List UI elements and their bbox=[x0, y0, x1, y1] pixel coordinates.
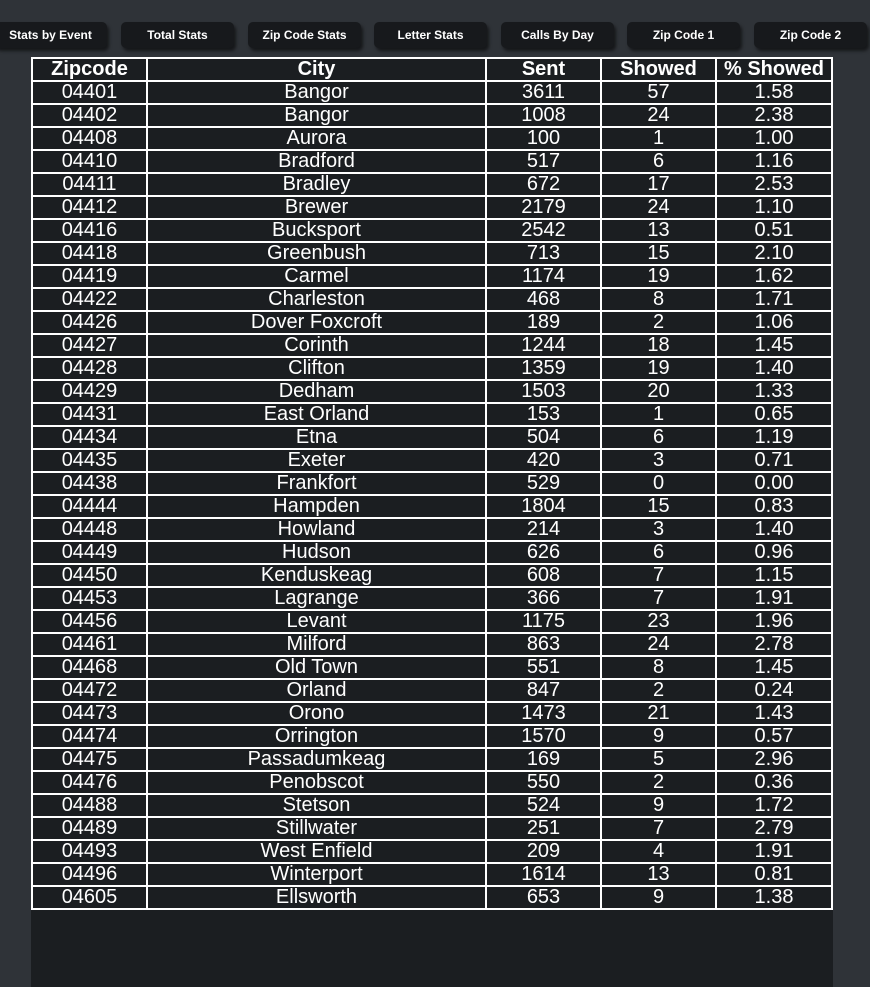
city-cell: Lagrange bbox=[147, 587, 486, 610]
percent-showed-cell: 2.53 bbox=[716, 173, 832, 196]
city-cell: Passadumkeag bbox=[147, 748, 486, 771]
showed-cell: 57 bbox=[601, 81, 716, 104]
table-row bbox=[32, 288, 832, 311]
percent-showed-cell: 1.71 bbox=[716, 288, 832, 311]
zipcode-cell: 04438 bbox=[32, 472, 147, 495]
zipcode-cell: 04402 bbox=[32, 104, 147, 127]
city-cell: Stetson bbox=[147, 794, 486, 817]
sent-cell: 504 bbox=[486, 426, 601, 449]
percent-showed-cell: 1.33 bbox=[716, 380, 832, 403]
showed-cell: 23 bbox=[601, 610, 716, 633]
sent-cell: 189 bbox=[486, 311, 601, 334]
percent-showed-cell: 0.24 bbox=[716, 679, 832, 702]
showed-cell: 13 bbox=[601, 219, 716, 242]
city-cell: West Enfield bbox=[147, 840, 486, 863]
table-row bbox=[32, 656, 832, 679]
percent-showed-cell: 1.62 bbox=[716, 265, 832, 288]
zipcode-cell: 04426 bbox=[32, 311, 147, 334]
city-cell: East Orland bbox=[147, 403, 486, 426]
percent-showed-cell: 1.72 bbox=[716, 794, 832, 817]
percent-showed-cell: 1.45 bbox=[716, 334, 832, 357]
city-cell: Bangor bbox=[147, 104, 486, 127]
percent-showed-cell: 1.10 bbox=[716, 196, 832, 219]
city-cell: Penobscot bbox=[147, 771, 486, 794]
city-cell: Bucksport bbox=[147, 219, 486, 242]
showed-cell: 6 bbox=[601, 541, 716, 564]
total-stats-button[interactable]: Total Stats bbox=[121, 22, 234, 48]
sent-cell: 672 bbox=[486, 173, 601, 196]
city-cell: Winterport bbox=[147, 863, 486, 886]
showed-cell: 6 bbox=[601, 150, 716, 173]
city-cell: Charleston bbox=[147, 288, 486, 311]
showed-cell: 1 bbox=[601, 403, 716, 426]
table-row bbox=[32, 426, 832, 449]
zipcode-cell: 04450 bbox=[32, 564, 147, 587]
zip-code-2-button[interactable]: Zip Code 2 bbox=[754, 22, 867, 48]
percent-showed-cell: 1.06 bbox=[716, 311, 832, 334]
showed-cell: 9 bbox=[601, 886, 716, 909]
city-cell: Howland bbox=[147, 518, 486, 541]
percent-showed-cell: 2.38 bbox=[716, 104, 832, 127]
zip-code-1-button[interactable]: Zip Code 1 bbox=[627, 22, 740, 48]
showed-cell: 24 bbox=[601, 633, 716, 656]
table-row bbox=[32, 564, 832, 587]
city-cell: Orrington bbox=[147, 725, 486, 748]
zipcode-cell: 04428 bbox=[32, 357, 147, 380]
zipcode-cell: 04489 bbox=[32, 817, 147, 840]
table-row bbox=[32, 794, 832, 817]
table-row bbox=[32, 104, 832, 127]
sent-cell: 251 bbox=[486, 817, 601, 840]
table-row bbox=[32, 449, 832, 472]
percent-showed-cell: 1.43 bbox=[716, 702, 832, 725]
city-cell: Etna bbox=[147, 426, 486, 449]
showed-cell: 19 bbox=[601, 265, 716, 288]
sent-cell: 153 bbox=[486, 403, 601, 426]
table-row bbox=[32, 265, 832, 288]
table-row bbox=[32, 702, 832, 725]
zipcode-cell: 04474 bbox=[32, 725, 147, 748]
percent-showed-cell: 1.45 bbox=[716, 656, 832, 679]
zipcode-cell: 04475 bbox=[32, 748, 147, 771]
zipcode-column-header: Zipcode bbox=[32, 58, 147, 81]
sent-cell: 524 bbox=[486, 794, 601, 817]
table-row bbox=[32, 633, 832, 656]
showed-cell: 5 bbox=[601, 748, 716, 771]
table-row bbox=[32, 748, 832, 771]
showed-cell: 8 bbox=[601, 656, 716, 679]
letter-stats-button[interactable]: Letter Stats bbox=[374, 22, 487, 48]
table-row bbox=[32, 495, 832, 518]
percent-showed-cell: 1.96 bbox=[716, 610, 832, 633]
zipcode-cell: 04448 bbox=[32, 518, 147, 541]
sent-cell: 1244 bbox=[486, 334, 601, 357]
sent-cell: 551 bbox=[486, 656, 601, 679]
percent-showed-cell: 0.51 bbox=[716, 219, 832, 242]
sent-cell: 608 bbox=[486, 564, 601, 587]
showed-cell: 6 bbox=[601, 426, 716, 449]
zipcode-cell: 04408 bbox=[32, 127, 147, 150]
table-row bbox=[32, 380, 832, 403]
showed-cell: 2 bbox=[601, 311, 716, 334]
zipcode-cell: 04422 bbox=[32, 288, 147, 311]
zipcode-cell: 04411 bbox=[32, 173, 147, 196]
showed-cell: 20 bbox=[601, 380, 716, 403]
zipcode-cell: 04605 bbox=[32, 886, 147, 909]
sent-cell: 366 bbox=[486, 587, 601, 610]
report-nav-bar bbox=[0, 0, 870, 52]
city-cell: Orono bbox=[147, 702, 486, 725]
showed-cell: 2 bbox=[601, 771, 716, 794]
sent-cell: 1614 bbox=[486, 863, 601, 886]
zipcode-cell: 04418 bbox=[32, 242, 147, 265]
zipcode-cell: 04493 bbox=[32, 840, 147, 863]
showed-cell: 2 bbox=[601, 679, 716, 702]
percent-showed-cell: 1.00 bbox=[716, 127, 832, 150]
percent-showed-cell: 0.65 bbox=[716, 403, 832, 426]
percent-showed-cell: 1.19 bbox=[716, 426, 832, 449]
table-row bbox=[32, 610, 832, 633]
table-row bbox=[32, 771, 832, 794]
percent-showed-cell: 1.40 bbox=[716, 518, 832, 541]
sent-cell: 100 bbox=[486, 127, 601, 150]
percent-showed-cell: 0.81 bbox=[716, 863, 832, 886]
percent-showed-cell: 1.15 bbox=[716, 564, 832, 587]
percent-showed-cell: 0.96 bbox=[716, 541, 832, 564]
city-cell: Clifton bbox=[147, 357, 486, 380]
table-row bbox=[32, 472, 832, 495]
zipcode-cell: 04496 bbox=[32, 863, 147, 886]
percent-showed-cell: 2.96 bbox=[716, 748, 832, 771]
table-row bbox=[32, 886, 832, 909]
percent-showed-cell: 0.57 bbox=[716, 725, 832, 748]
showed-cell: 9 bbox=[601, 725, 716, 748]
percent-showed-cell: 0.83 bbox=[716, 495, 832, 518]
showed-cell: 17 bbox=[601, 173, 716, 196]
showed-cell: 1 bbox=[601, 127, 716, 150]
sent-cell: 169 bbox=[486, 748, 601, 771]
zipcode-cell: 04476 bbox=[32, 771, 147, 794]
zip-stats-table bbox=[31, 57, 833, 910]
sent-cell: 529 bbox=[486, 472, 601, 495]
city-cell: Aurora bbox=[147, 127, 486, 150]
zipcode-cell: 04419 bbox=[32, 265, 147, 288]
sent-cell: 1570 bbox=[486, 725, 601, 748]
city-cell: Bradley bbox=[147, 173, 486, 196]
showed-column-header: Showed bbox=[601, 58, 716, 81]
showed-cell: 7 bbox=[601, 587, 716, 610]
showed-cell: 18 bbox=[601, 334, 716, 357]
table-row bbox=[32, 679, 832, 702]
city-cell: Hampden bbox=[147, 495, 486, 518]
percent-showed-cell: 2.78 bbox=[716, 633, 832, 656]
percent-showed-cell: 1.16 bbox=[716, 150, 832, 173]
percent-showed-cell: 1.91 bbox=[716, 587, 832, 610]
city-cell: Old Town bbox=[147, 656, 486, 679]
table-row bbox=[32, 219, 832, 242]
city-cell: Bangor bbox=[147, 81, 486, 104]
zipcode-cell: 04434 bbox=[32, 426, 147, 449]
sent-cell: 653 bbox=[486, 886, 601, 909]
percent-showed-cell: 1.38 bbox=[716, 886, 832, 909]
zipcode-cell: 04410 bbox=[32, 150, 147, 173]
city-cell: Exeter bbox=[147, 449, 486, 472]
sent-cell: 713 bbox=[486, 242, 601, 265]
zipcode-cell: 04435 bbox=[32, 449, 147, 472]
percent-showed-cell: 1.91 bbox=[716, 840, 832, 863]
sent-cell: 2542 bbox=[486, 219, 601, 242]
city-cell: Corinth bbox=[147, 334, 486, 357]
zipcode-cell: 04461 bbox=[32, 633, 147, 656]
sent-cell: 1008 bbox=[486, 104, 601, 127]
zipcode-cell: 04468 bbox=[32, 656, 147, 679]
city-cell: Kenduskeag bbox=[147, 564, 486, 587]
table-row bbox=[32, 587, 832, 610]
percent-showed-cell: 2.10 bbox=[716, 242, 832, 265]
city-cell: Greenbush bbox=[147, 242, 486, 265]
showed-cell: 9 bbox=[601, 794, 716, 817]
sent-cell: 863 bbox=[486, 633, 601, 656]
city-cell: Stillwater bbox=[147, 817, 486, 840]
city-cell: Levant bbox=[147, 610, 486, 633]
percent-showed-column-header: % Showed bbox=[716, 58, 832, 81]
sent-cell: 847 bbox=[486, 679, 601, 702]
zipcode-cell: 04473 bbox=[32, 702, 147, 725]
zip-code-stats-button[interactable]: Zip Code Stats bbox=[248, 22, 361, 48]
showed-cell: 15 bbox=[601, 242, 716, 265]
showed-cell: 7 bbox=[601, 817, 716, 840]
city-cell: Bradford bbox=[147, 150, 486, 173]
zipcode-cell: 04429 bbox=[32, 380, 147, 403]
table-row bbox=[32, 311, 832, 334]
showed-cell: 24 bbox=[601, 104, 716, 127]
stats-by-event-button[interactable]: Stats by Event bbox=[0, 22, 107, 48]
zipcode-cell: 04449 bbox=[32, 541, 147, 564]
city-cell: Carmel bbox=[147, 265, 486, 288]
sent-column-header: Sent bbox=[486, 58, 601, 81]
table-row bbox=[32, 357, 832, 380]
city-cell: Brewer bbox=[147, 196, 486, 219]
zipcode-cell: 04472 bbox=[32, 679, 147, 702]
showed-cell: 15 bbox=[601, 495, 716, 518]
zipcode-cell: 04453 bbox=[32, 587, 147, 610]
showed-cell: 21 bbox=[601, 702, 716, 725]
percent-showed-cell: 1.40 bbox=[716, 357, 832, 380]
percent-showed-cell: 0.00 bbox=[716, 472, 832, 495]
city-column-header: City bbox=[147, 58, 486, 81]
sent-cell: 420 bbox=[486, 449, 601, 472]
sent-cell: 1473 bbox=[486, 702, 601, 725]
zipcode-cell: 04412 bbox=[32, 196, 147, 219]
sent-cell: 1804 bbox=[486, 495, 601, 518]
calls-by-day-button[interactable]: Calls By Day bbox=[501, 22, 614, 48]
percent-showed-cell: 0.36 bbox=[716, 771, 832, 794]
sent-cell: 626 bbox=[486, 541, 601, 564]
table-row bbox=[32, 127, 832, 150]
city-cell: Dover Foxcroft bbox=[147, 311, 486, 334]
table-row bbox=[32, 518, 832, 541]
sent-cell: 550 bbox=[486, 771, 601, 794]
sent-cell: 3611 bbox=[486, 81, 601, 104]
city-cell: Hudson bbox=[147, 541, 486, 564]
zip-stats-table-container bbox=[31, 57, 833, 987]
table-row bbox=[32, 817, 832, 840]
showed-cell: 24 bbox=[601, 196, 716, 219]
zipcode-cell: 04427 bbox=[32, 334, 147, 357]
table-row bbox=[32, 196, 832, 219]
showed-cell: 13 bbox=[601, 863, 716, 886]
showed-cell: 7 bbox=[601, 564, 716, 587]
city-cell: Dedham bbox=[147, 380, 486, 403]
sent-cell: 1359 bbox=[486, 357, 601, 380]
table-row bbox=[32, 403, 832, 426]
showed-cell: 3 bbox=[601, 518, 716, 541]
zipcode-cell: 04456 bbox=[32, 610, 147, 633]
table-row bbox=[32, 541, 832, 564]
sent-cell: 517 bbox=[486, 150, 601, 173]
city-cell: Orland bbox=[147, 679, 486, 702]
sent-cell: 1503 bbox=[486, 380, 601, 403]
table-row bbox=[32, 150, 832, 173]
table-row bbox=[32, 840, 832, 863]
sent-cell: 2179 bbox=[486, 196, 601, 219]
sent-cell: 1174 bbox=[486, 265, 601, 288]
table-row bbox=[32, 334, 832, 357]
zipcode-cell: 04401 bbox=[32, 81, 147, 104]
sent-cell: 1175 bbox=[486, 610, 601, 633]
table-row bbox=[32, 173, 832, 196]
showed-cell: 8 bbox=[601, 288, 716, 311]
sent-cell: 209 bbox=[486, 840, 601, 863]
showed-cell: 19 bbox=[601, 357, 716, 380]
percent-showed-cell: 2.79 bbox=[716, 817, 832, 840]
showed-cell: 4 bbox=[601, 840, 716, 863]
city-cell: Ellsworth bbox=[147, 886, 486, 909]
zipcode-cell: 04416 bbox=[32, 219, 147, 242]
showed-cell: 0 bbox=[601, 472, 716, 495]
table-row bbox=[32, 242, 832, 265]
showed-cell: 3 bbox=[601, 449, 716, 472]
table-row bbox=[32, 863, 832, 886]
city-cell: Frankfort bbox=[147, 472, 486, 495]
sent-cell: 468 bbox=[486, 288, 601, 311]
percent-showed-cell: 1.58 bbox=[716, 81, 832, 104]
city-cell: Milford bbox=[147, 633, 486, 656]
table-row bbox=[32, 725, 832, 748]
table-body bbox=[32, 81, 832, 909]
percent-showed-cell: 0.71 bbox=[716, 449, 832, 472]
table-row bbox=[32, 81, 832, 104]
zipcode-cell: 04488 bbox=[32, 794, 147, 817]
sent-cell: 214 bbox=[486, 518, 601, 541]
zipcode-cell: 04431 bbox=[32, 403, 147, 426]
table-header-row bbox=[32, 58, 832, 81]
zipcode-cell: 04444 bbox=[32, 495, 147, 518]
